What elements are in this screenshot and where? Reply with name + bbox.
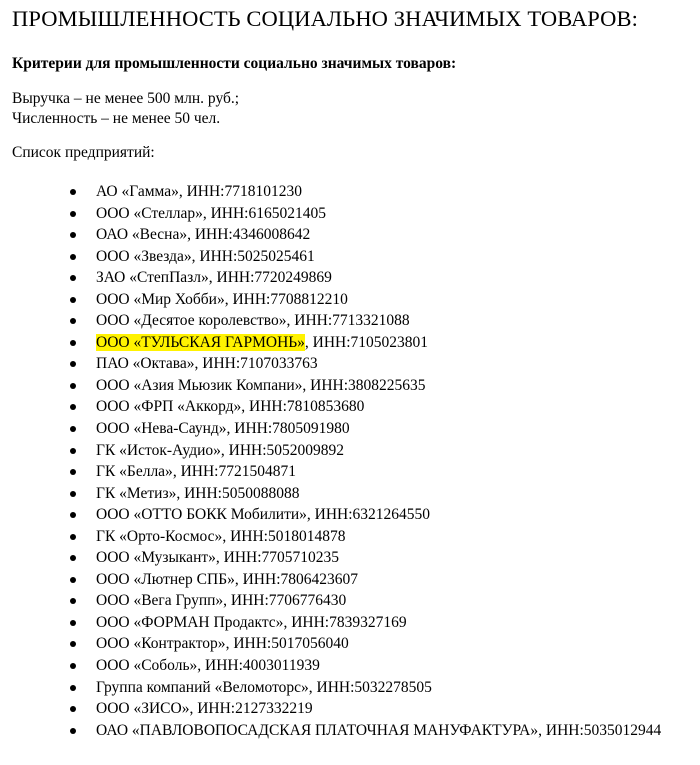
company-name: АО «Гамма»: [96, 183, 179, 200]
criteria-block: [12, 89, 700, 129]
company-inn: , ИНН:5052009892: [220, 441, 345, 459]
bullet-icon: [70, 404, 76, 410]
bullet-icon: [70, 361, 76, 367]
bullet-icon: [70, 491, 76, 497]
bullet-icon: [70, 620, 76, 626]
company-list-item: [68, 267, 700, 289]
company-name: ООО «Мир Хобби»: [96, 290, 225, 308]
company-inn: , ИНН:7718101230: [178, 183, 302, 200]
company-list-item: [68, 633, 700, 655]
bullet-icon: [70, 426, 76, 432]
company-list-item: [68, 612, 700, 634]
bullet-icon: [70, 448, 76, 454]
company-name: ООО «ОТТО БОКК Мобилити»: [96, 506, 307, 524]
company-inn: , ИНН:2127332219: [189, 700, 313, 718]
bullet-icon: [70, 297, 76, 303]
bullet-icon: [70, 340, 76, 346]
bullet-icon: [70, 685, 76, 691]
company-inn: , ИНН:4003011939: [197, 657, 320, 675]
company-name: ГК «Белла»: [96, 463, 173, 481]
company-name: ООО «Музыкант»: [96, 549, 216, 567]
company-list-item: [68, 504, 700, 526]
list-heading: Список предприятий:: [12, 144, 155, 161]
company-list-item: [68, 698, 700, 720]
company-list-item: [68, 418, 700, 440]
company-list-item: [68, 289, 700, 311]
company-list-item: [68, 483, 700, 505]
company-name: ОАО «ПАВЛОВОПОСАДСКАЯ ПЛАТОЧНАЯ МАНУФАКТУРА»: [96, 721, 539, 739]
company-name: ООО «Лютнер СПБ»: [96, 570, 235, 588]
company-inn: , ИНН:7839327169: [283, 613, 407, 631]
criteria-headcount: Численность – не менее 50 чел.: [12, 110, 221, 127]
company-list-item: [68, 396, 700, 418]
company-list-item: [68, 547, 700, 569]
company-inn: , ИНН:7720249869: [208, 269, 332, 287]
bullet-icon: [70, 189, 76, 195]
company-inn: , ИНН:5032278505: [308, 678, 432, 696]
company-name: ООО «ФОРМАН Продактс»: [96, 613, 284, 631]
company-list-item: [68, 461, 700, 483]
company-list-item: [68, 310, 700, 332]
company-list-item: [68, 203, 700, 225]
company-name: Группа компаний «Веломоторс»: [96, 678, 309, 696]
criteria-heading: Критерии для промышленности социально значимых товаров:: [12, 55, 457, 72]
company-inn: , ИНН:4346008642: [187, 226, 311, 244]
company-inn: , ИНН:3808225635: [302, 376, 426, 394]
company-list-item: [68, 526, 700, 548]
company-inn: , ИНН:7706776430: [223, 592, 347, 610]
company-inn: , ИНН:7805091980: [226, 420, 350, 438]
company-list-item: [68, 353, 700, 375]
bullet-icon: [70, 728, 76, 734]
company-name: ЗАО «СтепПазл»: [96, 269, 209, 287]
company-inn: , ИНН:5050088088: [176, 484, 300, 502]
company-name: ООО «Вега Групп»: [96, 592, 224, 610]
company-name: ГК «Метиз»: [96, 484, 177, 502]
bullet-icon: [70, 641, 76, 647]
company-name: ГК «Исток-Аудио»: [96, 441, 221, 459]
company-list-item: [68, 590, 700, 612]
company-name: ООО «ЗИСО»: [96, 700, 190, 718]
company-list-item: [68, 224, 700, 246]
company-list-item: [68, 569, 700, 591]
company-inn: , ИНН:7705710235: [215, 549, 340, 567]
bullet-icon: [70, 211, 76, 217]
bullet-icon: [70, 318, 76, 324]
criteria-revenue: Выручка – не менее 500 млн. руб.;: [12, 90, 240, 107]
company-inn: , ИНН:5017056040: [225, 635, 349, 653]
company-list-item: [68, 655, 700, 677]
company-name: ООО «Десятое королевство»: [96, 312, 287, 330]
bullet-icon: [70, 555, 76, 561]
company-name: ООО «Нева-Саунд»: [96, 420, 227, 438]
company-inn: , ИНН:6321264550: [306, 506, 431, 524]
company-inn: , ИНН:5025025461: [191, 247, 315, 265]
company-name: ООО «Контрактор»: [96, 635, 226, 653]
company-name: ГК «Орто-Космос»: [96, 527, 223, 545]
company-list-item: [68, 181, 700, 203]
company-inn: , ИНН:7708812210: [224, 290, 348, 308]
page-title: ПРОМЫШЛЕННОСТЬ СОЦИАЛЬНО ЗНАЧИМЫХ ТОВАРОВ:: [12, 6, 638, 31]
company-name-highlighted: ООО «ТУЛЬСКАЯ ГАРМОНЬ»: [96, 333, 305, 351]
company-inn: , ИНН:7810853680: [241, 398, 365, 416]
company-name: ОАО «Весна»: [96, 226, 188, 244]
company-list-item: [68, 332, 700, 354]
bullet-icon: [70, 512, 76, 518]
company-name: ПАО «Октава»: [96, 355, 195, 373]
company-list-item: [68, 720, 676, 742]
company-list-item: [68, 246, 700, 268]
company-inn: , ИНН:7806423607: [234, 570, 358, 588]
company-name: ООО «Соболь»: [96, 657, 198, 675]
bullet-icon: [70, 706, 76, 712]
bullet-icon: [70, 254, 76, 260]
company-name: ООО «Звезда»: [96, 247, 192, 265]
company-list-item: [68, 440, 700, 462]
company-inn: , ИНН:7107033763: [194, 355, 318, 373]
company-inn: , ИНН:5035012944: [538, 721, 662, 739]
bullet-icon: [70, 275, 76, 281]
company-inn: , ИНН:7721504871: [172, 463, 296, 481]
bullet-icon: [70, 663, 76, 669]
company-name: ООО «Стеллар»: [96, 204, 203, 222]
company-inn: , ИНН:5018014878: [222, 527, 346, 545]
company-name: ООО «ФРП «Аккорд»: [96, 398, 242, 416]
bullet-icon: [70, 534, 76, 540]
bullet-icon: [70, 577, 76, 583]
company-inn: , ИНН:7105023801: [304, 333, 429, 351]
company-list-item: [68, 677, 700, 699]
company-list: [12, 181, 700, 741]
company-inn: , ИНН:7713321088: [286, 312, 410, 330]
bullet-icon: [70, 469, 76, 475]
bullet-icon: [70, 598, 76, 604]
company-list-item: [68, 375, 700, 397]
bullet-icon: [70, 383, 76, 389]
company-name: ООО «Азия Мьюзик Компани»: [96, 376, 303, 394]
company-inn: , ИНН:6165021405: [202, 204, 326, 222]
bullet-icon: [70, 232, 76, 238]
